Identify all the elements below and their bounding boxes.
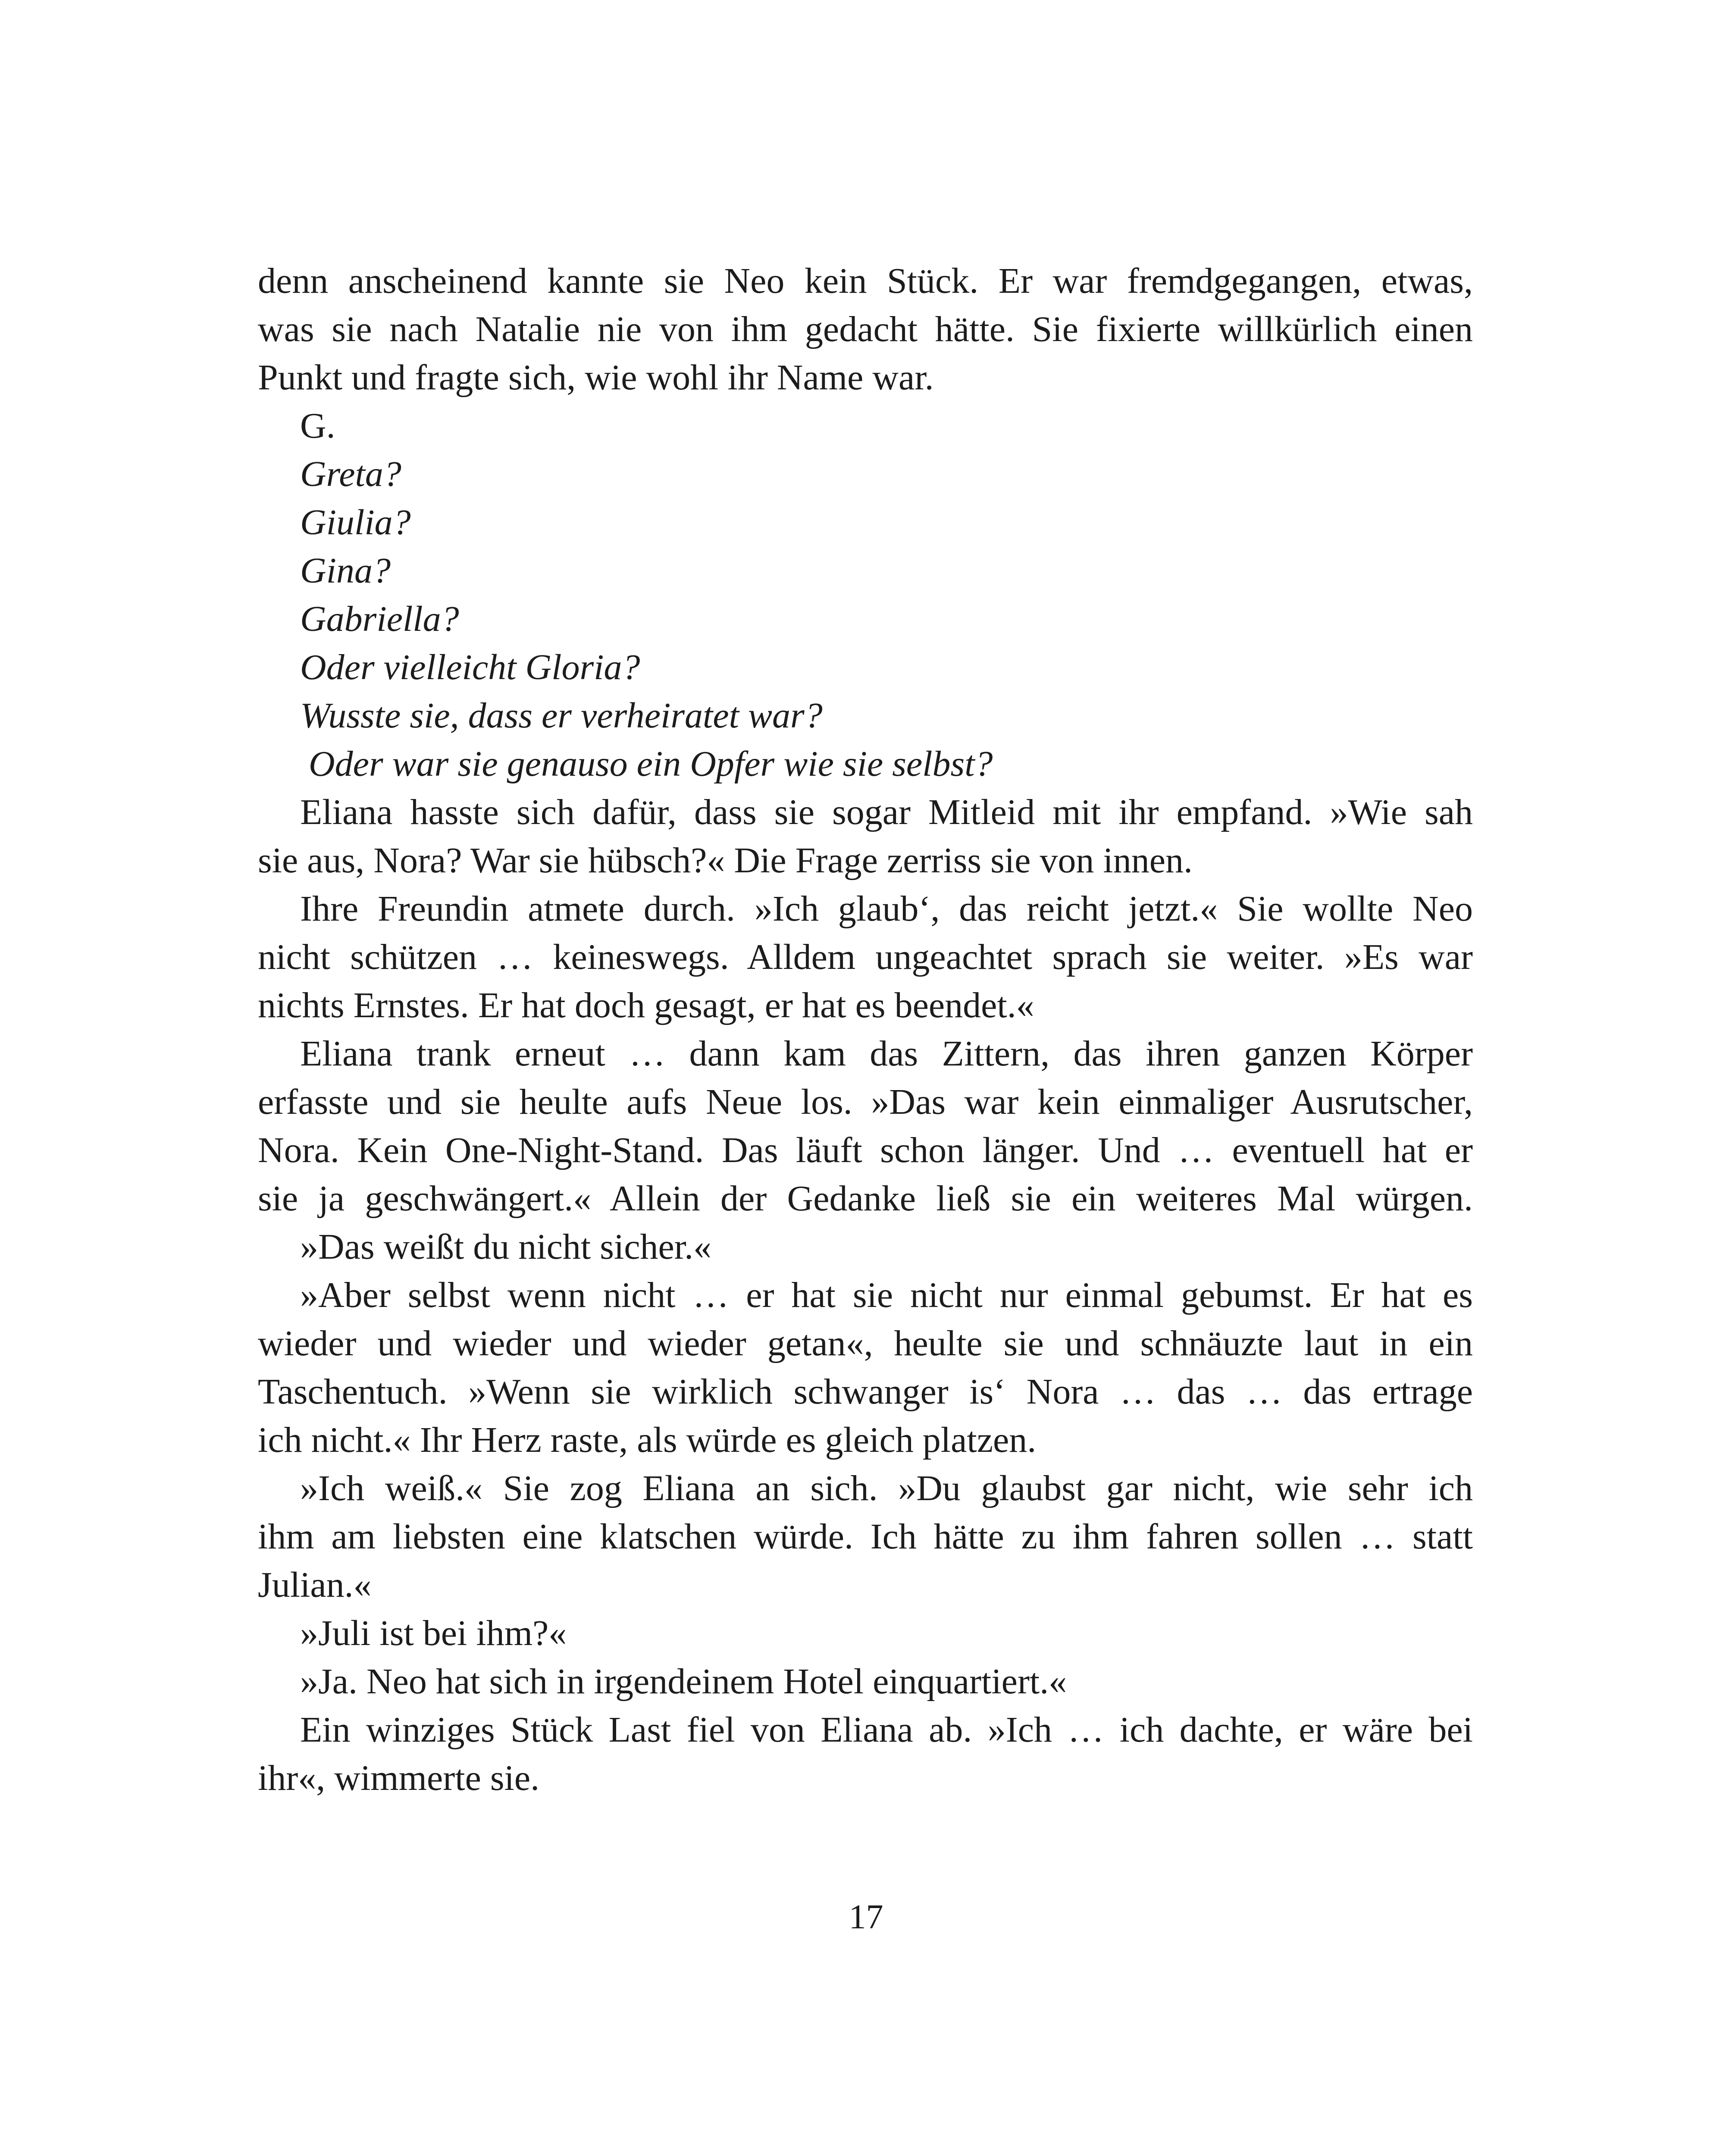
text-line: sie aus, Nora? War sie hübsch?« Die Frage zerriss sie von innen.	[258, 840, 1193, 881]
text-line: erfasste und sie heulte aufs Neue los. »Das war kein einmaliger Ausrutscher,	[258, 1082, 1473, 1122]
text-line: nichts Ernstes. Er hat doch gesagt, er hat es beendet.«	[258, 985, 1034, 1025]
text-line: ihr«, wimmerte sie.	[258, 1758, 540, 1798]
text-line: Julian.«	[258, 1565, 372, 1605]
thought-line: Oder war sie genauso ein Opfer wie sie selbst?	[309, 744, 993, 784]
body-text	[258, 257, 1473, 1802]
text-line: Eliana hasste sich dafür, dass sie sogar Mitleid mit ihr empfand. »Wie sah	[300, 792, 1473, 832]
thought-line: Oder vielleicht Gloria?	[300, 647, 640, 687]
thought-line: Giulia?	[300, 502, 411, 542]
page-number: 17	[849, 1898, 883, 1936]
text-line: ich nicht.« Ihr Herz raste, als würde es gleich platzen.	[258, 1420, 1037, 1460]
text-line: was sie nach Natalie nie von ihm gedacht hätte. Sie fixierte willkürlich einen	[258, 309, 1473, 349]
thought-line: Gina?	[300, 551, 391, 591]
text-line: Nora. Kein One-Night-Stand. Das läuft schon länger. Und … eventuell hat er	[258, 1130, 1473, 1170]
text-line: Taschentuch. »Wenn sie wirklich schwanger is‘ Nora … das … das ertrage	[258, 1372, 1473, 1412]
text-line: »Das weißt du nicht sicher.«	[300, 1227, 712, 1267]
text-line: »Ich weiß.« Sie zog Eliana an sich. »Du glaubst gar nicht, wie sehr ich	[300, 1468, 1473, 1508]
text-line: wieder und wieder und wieder getan«, heulte sie und schnäuzte laut in ein	[258, 1323, 1473, 1363]
thought-line: Greta?	[300, 454, 401, 494]
text-line: »Aber selbst wenn nicht … er hat sie nicht nur einmal gebumst. Er hat es	[300, 1275, 1473, 1315]
thought-line: Wusste sie, dass er verheiratet war?	[300, 696, 823, 736]
thought-line: Gabriella?	[300, 599, 459, 639]
text-line: ihm am liebsten eine klatschen würde. Ich hätte zu ihm fahren sollen … statt	[258, 1517, 1473, 1557]
text-line: Ihre Freundin atmete durch. »Ich glaub‘, das reicht jetzt.« Sie wollte Neo	[300, 889, 1473, 929]
text-line: »Ja. Neo hat sich in irgendeinem Hotel einquartiert.«	[300, 1661, 1067, 1702]
text-line: G.	[300, 406, 335, 446]
text-line: Eliana trank erneut … dann kam das Zittern, das ihren ganzen Körper	[300, 1034, 1473, 1074]
text-line: Ein winziges Stück Last fiel von Eliana ab. »Ich … ich dachte, er wäre bei	[300, 1710, 1473, 1750]
text-line: sie ja geschwängert.« Allein der Gedanke ließ sie ein weiteres Mal würgen.	[258, 1178, 1473, 1219]
text-line: nicht schützen … keineswegs. Alldem ungeachtet sprach sie weiter. »Es war	[258, 937, 1473, 977]
text-line: »Juli ist bei ihm?«	[300, 1613, 567, 1653]
text-line: Punkt und fragte sich, wie wohl ihr Name war.	[258, 357, 934, 398]
text-line: denn anscheinend kannte sie Neo kein Stück. Er war fremdgegangen, etwas,	[258, 261, 1473, 301]
